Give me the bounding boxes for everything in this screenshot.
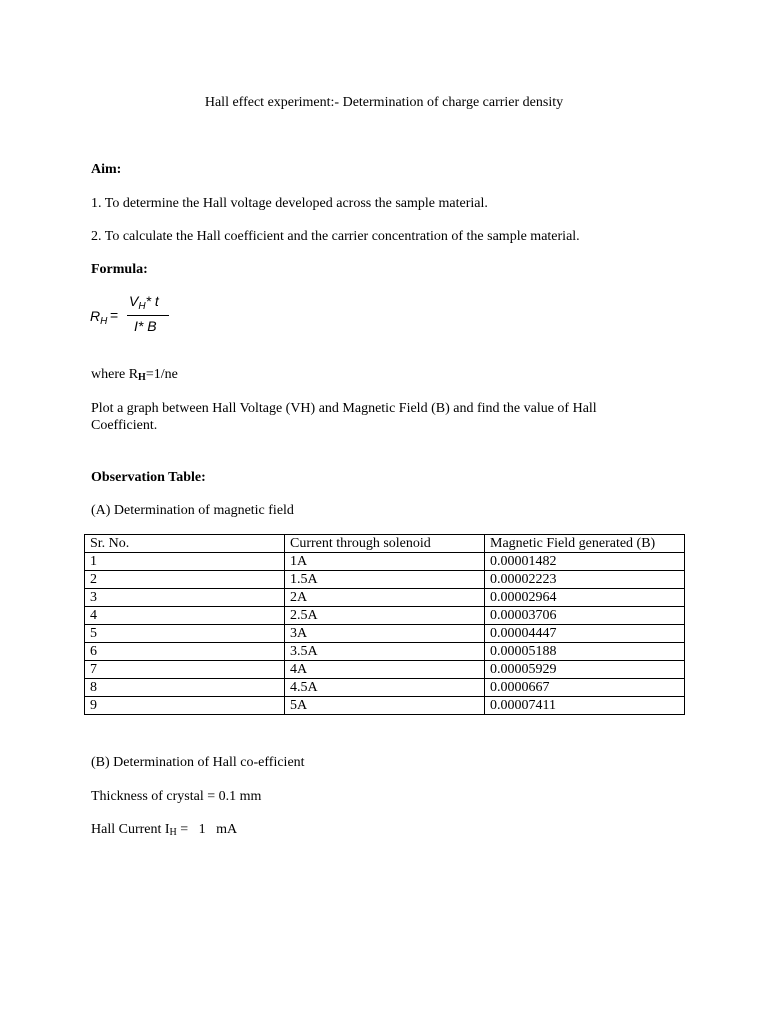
fraction-bar bbox=[127, 315, 169, 316]
cell-field: 0.00002223 bbox=[485, 571, 685, 589]
section-b-heading: (B) Determination of Hall co-efficient bbox=[91, 755, 305, 770]
cell-sr-no: 9 bbox=[85, 697, 285, 715]
plot-instruction-line-2: Coefficient. bbox=[91, 418, 158, 433]
cell-current: 1A bbox=[285, 553, 485, 571]
table-row bbox=[85, 571, 685, 589]
cell-current: 2A bbox=[285, 589, 485, 607]
table-row bbox=[85, 607, 685, 625]
cell-sr-no: 2 bbox=[85, 571, 285, 589]
aim-heading: Aim: bbox=[91, 162, 122, 177]
aim-item-2: 2. To calculate the Hall coefficient and the carrier concentration of the sample material. bbox=[91, 229, 580, 244]
hall-coefficient-formula bbox=[89, 291, 209, 339]
cell-field: 0.00002964 bbox=[485, 589, 685, 607]
cell-field: 0.00005929 bbox=[485, 661, 685, 679]
cell-sr-no: 7 bbox=[85, 661, 285, 679]
page-title: Hall effect experiment:- Determination of charge carrier density bbox=[204, 95, 564, 110]
aim-item-1: 1. To determine the Hall voltage developed across the sample material. bbox=[91, 196, 488, 211]
formula-lhs: $R_H$ bbox=[90, 308, 108, 327]
cell-current: 4.5A bbox=[285, 679, 485, 697]
cell-sr-no: 8 bbox=[85, 679, 285, 697]
cell-sr-no: 6 bbox=[85, 643, 285, 661]
cell-current: 1.5A bbox=[285, 571, 485, 589]
cell-field: 0.00001482 bbox=[485, 553, 685, 571]
cell-sr-no: 1 bbox=[85, 553, 285, 571]
observation-heading: Observation Table: bbox=[91, 470, 206, 485]
header-current: Current through solenoid bbox=[285, 535, 485, 553]
cell-current: 2.5A bbox=[285, 607, 485, 625]
where-clause: where $R_H=1/ne$ bbox=[91, 367, 178, 383]
plot-instruction-line-1: Plot a graph between Hall Voltage (VH) and Magnetic Field (B) and find the value of Hall bbox=[91, 401, 597, 416]
cell-current: 5A bbox=[285, 697, 485, 715]
table-row bbox=[85, 625, 685, 643]
table-row bbox=[85, 679, 685, 697]
cell-sr-no: 4 bbox=[85, 607, 285, 625]
header-sr-no: Sr. No. bbox=[85, 535, 285, 553]
crystal-thickness: Thickness of crystal = 0.1 mm bbox=[91, 789, 262, 804]
table-row bbox=[85, 697, 685, 715]
cell-field: 0.0000667 bbox=[485, 679, 685, 697]
cell-field: 0.00004447 bbox=[485, 625, 685, 643]
magnetic-field-table bbox=[84, 534, 685, 715]
hall-current: Hall Current IH = 1 mA bbox=[91, 822, 238, 838]
cell-current: 4A bbox=[285, 661, 485, 679]
cell-sr-no: 3 bbox=[85, 589, 285, 607]
table-row bbox=[85, 589, 685, 607]
table-row bbox=[85, 661, 685, 679]
cell-current: 3.5A bbox=[285, 643, 485, 661]
cell-field: 0.00003706 bbox=[485, 607, 685, 625]
header-magnetic-field: Magnetic Field generated (B) bbox=[485, 535, 685, 553]
formula-heading: Formula: bbox=[91, 262, 148, 277]
table-header-row bbox=[85, 535, 685, 553]
cell-sr-no: 5 bbox=[85, 625, 285, 643]
table-row bbox=[85, 553, 685, 571]
formula-numerator: $V_H*$ t bbox=[129, 293, 159, 312]
cell-field: 0.00005188 bbox=[485, 643, 685, 661]
cell-field: 0.00007411 bbox=[485, 697, 685, 715]
formula-equals: = bbox=[110, 307, 119, 323]
formula-denominator: I* B bbox=[134, 318, 157, 334]
cell-current: 3A bbox=[285, 625, 485, 643]
section-a-heading: (A) Determination of magnetic field bbox=[91, 503, 294, 518]
table-row bbox=[85, 643, 685, 661]
